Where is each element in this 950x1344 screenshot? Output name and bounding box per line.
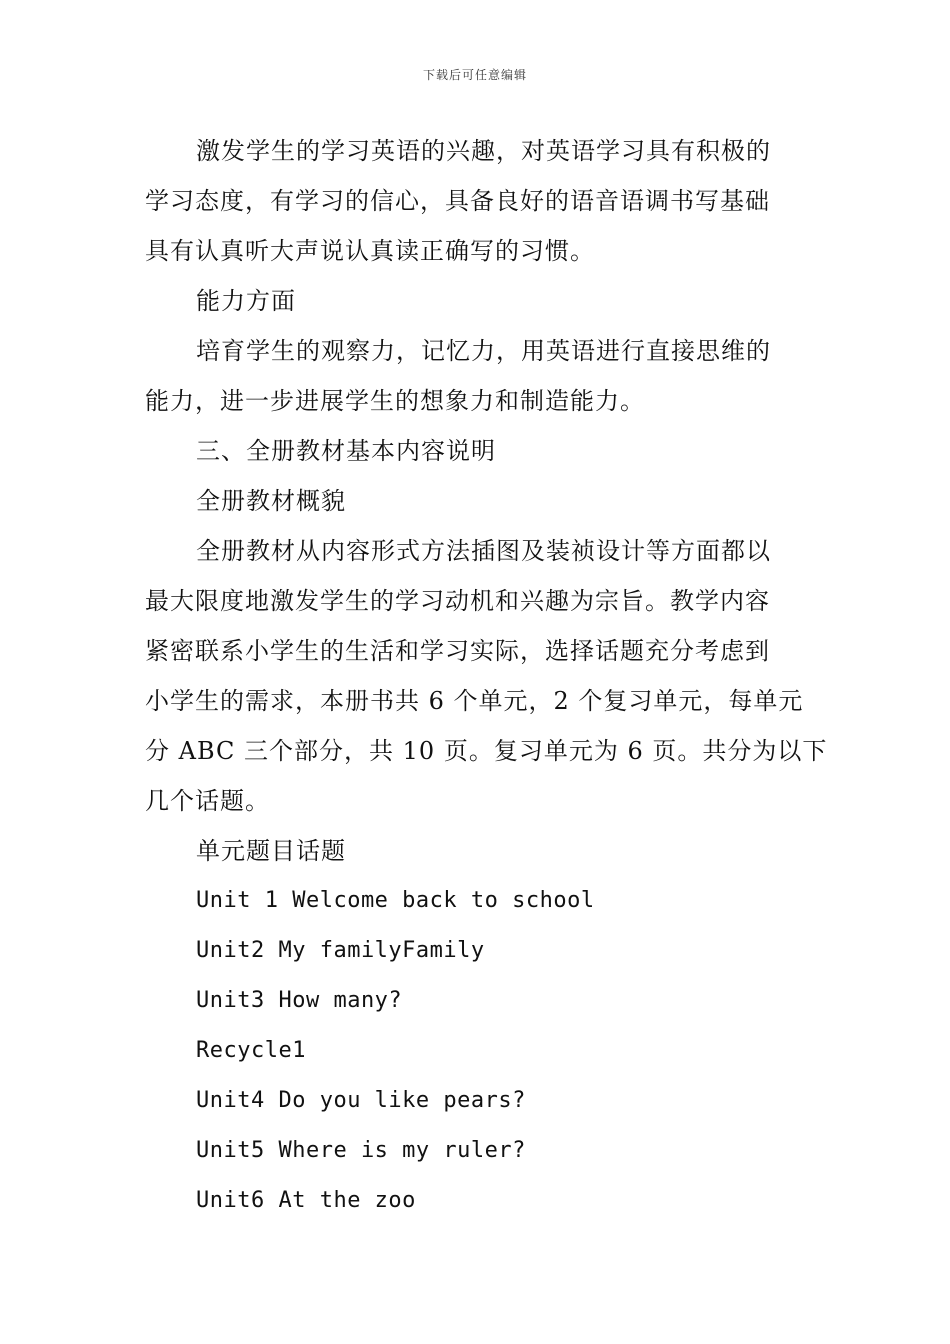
paragraph-line: 分 ABC 三个部分，共 10 页。复习单元为 6 页。共分为以下 [145, 737, 828, 765]
document-body [145, 126, 828, 1226]
unit-item: Unit 1 Welcome back to school [196, 888, 595, 913]
unit-item: Unit5 Where is my ruler? [196, 1138, 526, 1163]
section-heading-ability: 能力方面 [196, 287, 296, 315]
unit-item: Unit6 At the zoo [196, 1188, 416, 1213]
unit-item: Unit3 How many? [196, 988, 403, 1013]
paragraph-line: 小学生的需求，本册书共 6 个单元，2 个复习单元，每单元 [145, 687, 804, 715]
paragraph-line: 学习态度，有学习的信心，具备良好的语音语调书写基础 [145, 187, 770, 215]
paragraph-line: 紧密联系小学生的生活和学习实际，选择话题充分考虑到 [145, 637, 770, 665]
units-heading: 单元题目话题 [196, 837, 346, 865]
unit-item: Unit4 Do you like pears? [196, 1088, 526, 1113]
paragraph-line: 能力，进一步进展学生的想象力和制造能力。 [145, 387, 645, 415]
paragraph-line: 具有认真听大声说认真读正确写的习惯。 [145, 237, 595, 265]
unit-item: Unit2 My familyFamily [196, 938, 485, 963]
section-heading-3: 三、全册教材基本内容说明 [196, 437, 496, 465]
paragraph-line: 培育学生的观察力，记忆力，用英语进行直接思维的 [196, 337, 771, 365]
paragraph-line: 最大限度地激发学生的学习动机和兴趣为宗旨。教学内容 [145, 587, 770, 615]
paragraph-line: 激发学生的学习英语的兴趣，对英语学习具有积极的 [196, 137, 771, 165]
page-header-note: 下载后可任意编辑 [422, 68, 527, 82]
paragraph-line: 几个话题。 [145, 787, 270, 815]
section-heading-overview: 全册教材概貌 [196, 487, 346, 515]
paragraph-line: 全册教材从内容形式方法插图及装祯设计等方面都以 [196, 537, 771, 565]
unit-item: Recycle1 [196, 1038, 306, 1063]
